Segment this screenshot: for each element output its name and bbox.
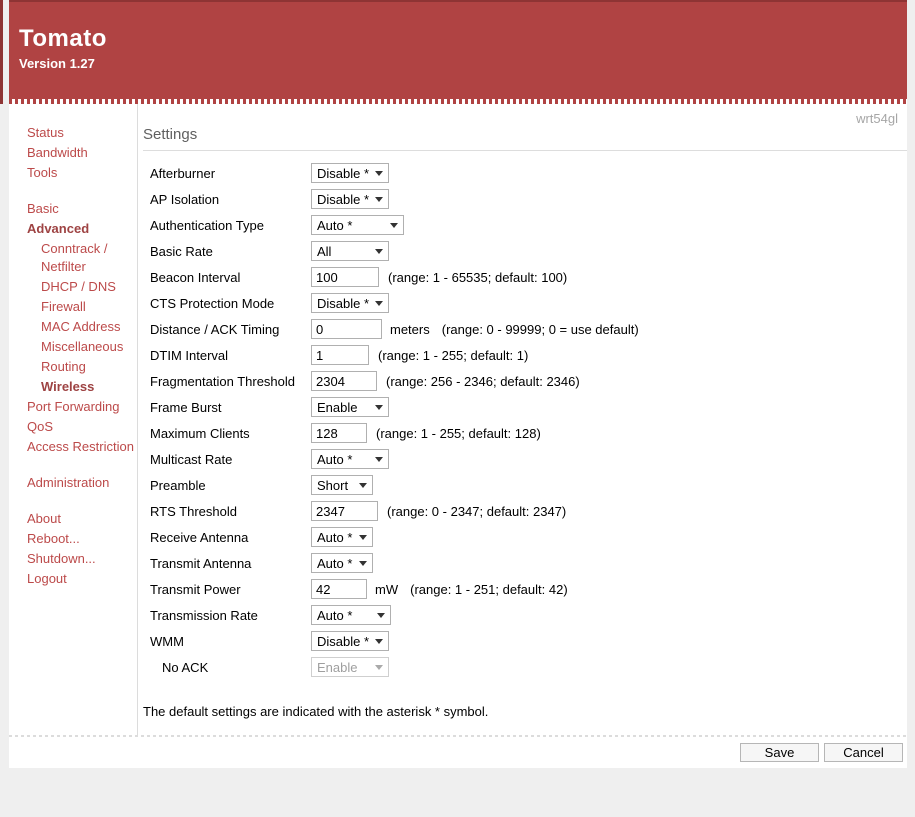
- sidebar-item-port-forwarding[interactable]: Port Forwarding: [27, 399, 120, 414]
- sidebar-item-advanced[interactable]: Advanced: [27, 221, 90, 236]
- form-row-receive-antenna: [143, 524, 907, 550]
- select-value: Disable *: [317, 165, 370, 181]
- sidebar-item-miscellaneous[interactable]: Miscellaneous: [41, 339, 124, 354]
- form-row-fragmentation-threshold: [143, 368, 907, 394]
- select-value: Auto *: [317, 555, 353, 571]
- maximum-clients-input[interactable]: [311, 423, 367, 443]
- sidebar-item-reboot[interactable]: Reboot...: [27, 531, 80, 546]
- form-row-cts-protection-mode: [143, 290, 907, 316]
- chevron-down-icon: [359, 561, 367, 566]
- field-label: Receive Antenna: [150, 529, 249, 545]
- sidebar-item-about[interactable]: About: [27, 511, 61, 526]
- sidebar-item-routing[interactable]: Routing: [41, 359, 86, 374]
- afterburner-select[interactable]: [311, 163, 389, 183]
- form-row-afterburner: [143, 160, 907, 186]
- field-hint: (range: 0 - 2347; default: 2347): [387, 503, 567, 519]
- field-label: Distance / ACK Timing: [150, 321, 280, 337]
- chevron-down-icon: [375, 457, 383, 462]
- default-settings-note: The default settings are indicated with the asterisk * symbol.: [143, 704, 489, 719]
- field-label: Transmission Rate: [150, 607, 258, 623]
- footer-bar: [9, 737, 907, 768]
- authentication-type-select[interactable]: [311, 215, 404, 235]
- form-row-wmm: [143, 628, 907, 654]
- sidebar-item-basic[interactable]: Basic: [27, 201, 59, 216]
- chevron-down-icon: [359, 535, 367, 540]
- chevron-down-icon: [375, 301, 383, 306]
- field-hint: (range: 1 - 255; default: 1): [378, 347, 529, 363]
- unit-label: mW: [375, 581, 399, 597]
- field-hint: (range: 256 - 2346; default: 2346): [386, 373, 580, 389]
- chevron-down-icon: [375, 249, 383, 254]
- transmit-antenna-select[interactable]: [311, 553, 373, 573]
- sidebar-item-tools[interactable]: Tools: [27, 165, 58, 180]
- field-label: No ACK: [162, 659, 209, 675]
- sidebar-item-status[interactable]: Status: [27, 125, 64, 140]
- form-row-preamble: [143, 472, 907, 498]
- page-container: [9, 0, 907, 768]
- field-label: RTS Threshold: [150, 503, 237, 519]
- select-value: Enable: [317, 659, 358, 675]
- transmission-rate-select[interactable]: [311, 605, 391, 625]
- settings-form: [143, 160, 907, 680]
- sidebar-item-administration[interactable]: Administration: [27, 475, 110, 490]
- main-panel: [138, 104, 907, 735]
- field-label: Preamble: [150, 477, 206, 493]
- sidebar-nav: [9, 104, 138, 735]
- select-value: Disable *: [317, 191, 370, 207]
- select-value: Enable: [317, 399, 358, 415]
- form-row-rts-threshold: [143, 498, 907, 524]
- save-button[interactable]: Save: [740, 743, 819, 762]
- window-chrome-edge: [0, 0, 3, 104]
- sidebar-item-wireless[interactable]: Wireless: [41, 379, 95, 394]
- app-header: [9, 0, 907, 99]
- field-label: Multicast Rate: [150, 451, 233, 467]
- sidebar-item-logout[interactable]: Logout: [27, 571, 67, 586]
- field-label: Maximum Clients: [150, 425, 250, 441]
- form-row-transmit-antenna: [143, 550, 907, 576]
- field-label: Fragmentation Threshold: [150, 373, 296, 389]
- chevron-down-icon: [375, 639, 383, 644]
- sidebar-item-bandwidth[interactable]: Bandwidth: [27, 145, 88, 160]
- form-row-frame-burst: [143, 394, 907, 420]
- select-value: Short: [317, 477, 349, 493]
- select-value: Disable *: [317, 633, 370, 649]
- field-label: AP Isolation: [150, 191, 220, 207]
- ap-isolation-select[interactable]: [311, 189, 389, 209]
- chevron-down-icon: [375, 171, 383, 176]
- form-row-transmit-power: [143, 576, 907, 602]
- select-value: Auto *: [317, 451, 353, 467]
- form-row-distance-ack-timing: [143, 316, 907, 342]
- sidebar-item-firewall[interactable]: Firewall: [41, 299, 86, 314]
- cancel-button[interactable]: Cancel: [824, 743, 903, 762]
- field-label: Transmit Power: [150, 581, 241, 597]
- form-row-authentication-type: [143, 212, 907, 238]
- device-name-label: wrt54gl: [856, 111, 898, 126]
- chevron-down-icon: [375, 665, 383, 670]
- sidebar-item-shutdown[interactable]: Shutdown...: [27, 551, 96, 566]
- form-row-multicast-rate: [143, 446, 907, 472]
- no-ack-select: [311, 657, 389, 677]
- beacon-interval-input[interactable]: [311, 267, 379, 287]
- app-version: Version 1.27: [19, 56, 95, 71]
- form-row-maximum-clients: [143, 420, 907, 446]
- select-value: Auto *: [317, 217, 353, 233]
- content-area: [9, 104, 907, 735]
- select-value: Auto *: [317, 529, 353, 545]
- page-title: Settings: [143, 126, 907, 151]
- sidebar-item-qos[interactable]: QoS: [27, 419, 54, 434]
- form-row-ap-isolation: [143, 186, 907, 212]
- unit-label: meters: [390, 321, 430, 337]
- chevron-down-icon: [375, 197, 383, 202]
- preamble-select[interactable]: [311, 475, 373, 495]
- field-label: Transmit Antenna: [150, 555, 252, 571]
- sidebar-item-access-restriction[interactable]: Access Restriction: [27, 439, 134, 454]
- form-row-transmission-rate: [143, 602, 907, 628]
- frame-burst-select[interactable]: [311, 397, 389, 417]
- field-label: Authentication Type: [150, 217, 264, 233]
- field-hint: (range: 1 - 251; default: 42): [410, 581, 568, 597]
- field-label: Afterburner: [150, 165, 216, 181]
- receive-antenna-select[interactable]: [311, 527, 373, 547]
- field-label: Frame Burst: [150, 399, 222, 415]
- multicast-rate-select[interactable]: [311, 449, 389, 469]
- sidebar-item-conntrack-netfilter[interactable]: Conntrack / Netfilter: [41, 241, 108, 274]
- app-title: Tomato: [19, 25, 107, 52]
- select-value: All: [317, 243, 332, 259]
- basic-rate-select[interactable]: [311, 241, 389, 261]
- field-label: Basic Rate: [150, 243, 213, 259]
- field-label: CTS Protection Mode: [150, 295, 275, 311]
- field-label: WMM: [150, 633, 184, 649]
- rts-threshold-input[interactable]: [311, 501, 378, 521]
- sidebar-item-dhcp-dns[interactable]: DHCP / DNS: [41, 279, 116, 294]
- select-value: Auto *: [317, 607, 353, 623]
- chevron-down-icon: [359, 483, 367, 488]
- form-row-basic-rate: [143, 238, 907, 264]
- fragmentation-threshold-input[interactable]: [311, 371, 377, 391]
- wmm-select[interactable]: [311, 631, 389, 651]
- chevron-down-icon: [375, 405, 383, 410]
- field-label: DTIM Interval: [150, 347, 229, 363]
- form-row-beacon-interval: [143, 264, 907, 290]
- dtim-interval-input[interactable]: [311, 345, 369, 365]
- field-hint: (range: 0 - 99999; 0 = use default): [441, 321, 639, 337]
- form-row-no-ack: [143, 654, 907, 680]
- transmit-power-input[interactable]: [311, 579, 367, 599]
- field-label: Beacon Interval: [150, 269, 241, 285]
- sidebar-item-mac-address[interactable]: MAC Address: [41, 319, 121, 334]
- distance-ack-timing-input[interactable]: [311, 319, 382, 339]
- chevron-down-icon: [377, 613, 385, 618]
- cts-protection-mode-select[interactable]: [311, 293, 389, 313]
- field-hint: (range: 1 - 65535; default: 100): [388, 269, 568, 285]
- form-row-dtim-interval: [143, 342, 907, 368]
- field-hint: (range: 1 - 255; default: 128): [376, 425, 541, 441]
- chevron-down-icon: [390, 223, 398, 228]
- select-value: Disable *: [317, 295, 370, 311]
